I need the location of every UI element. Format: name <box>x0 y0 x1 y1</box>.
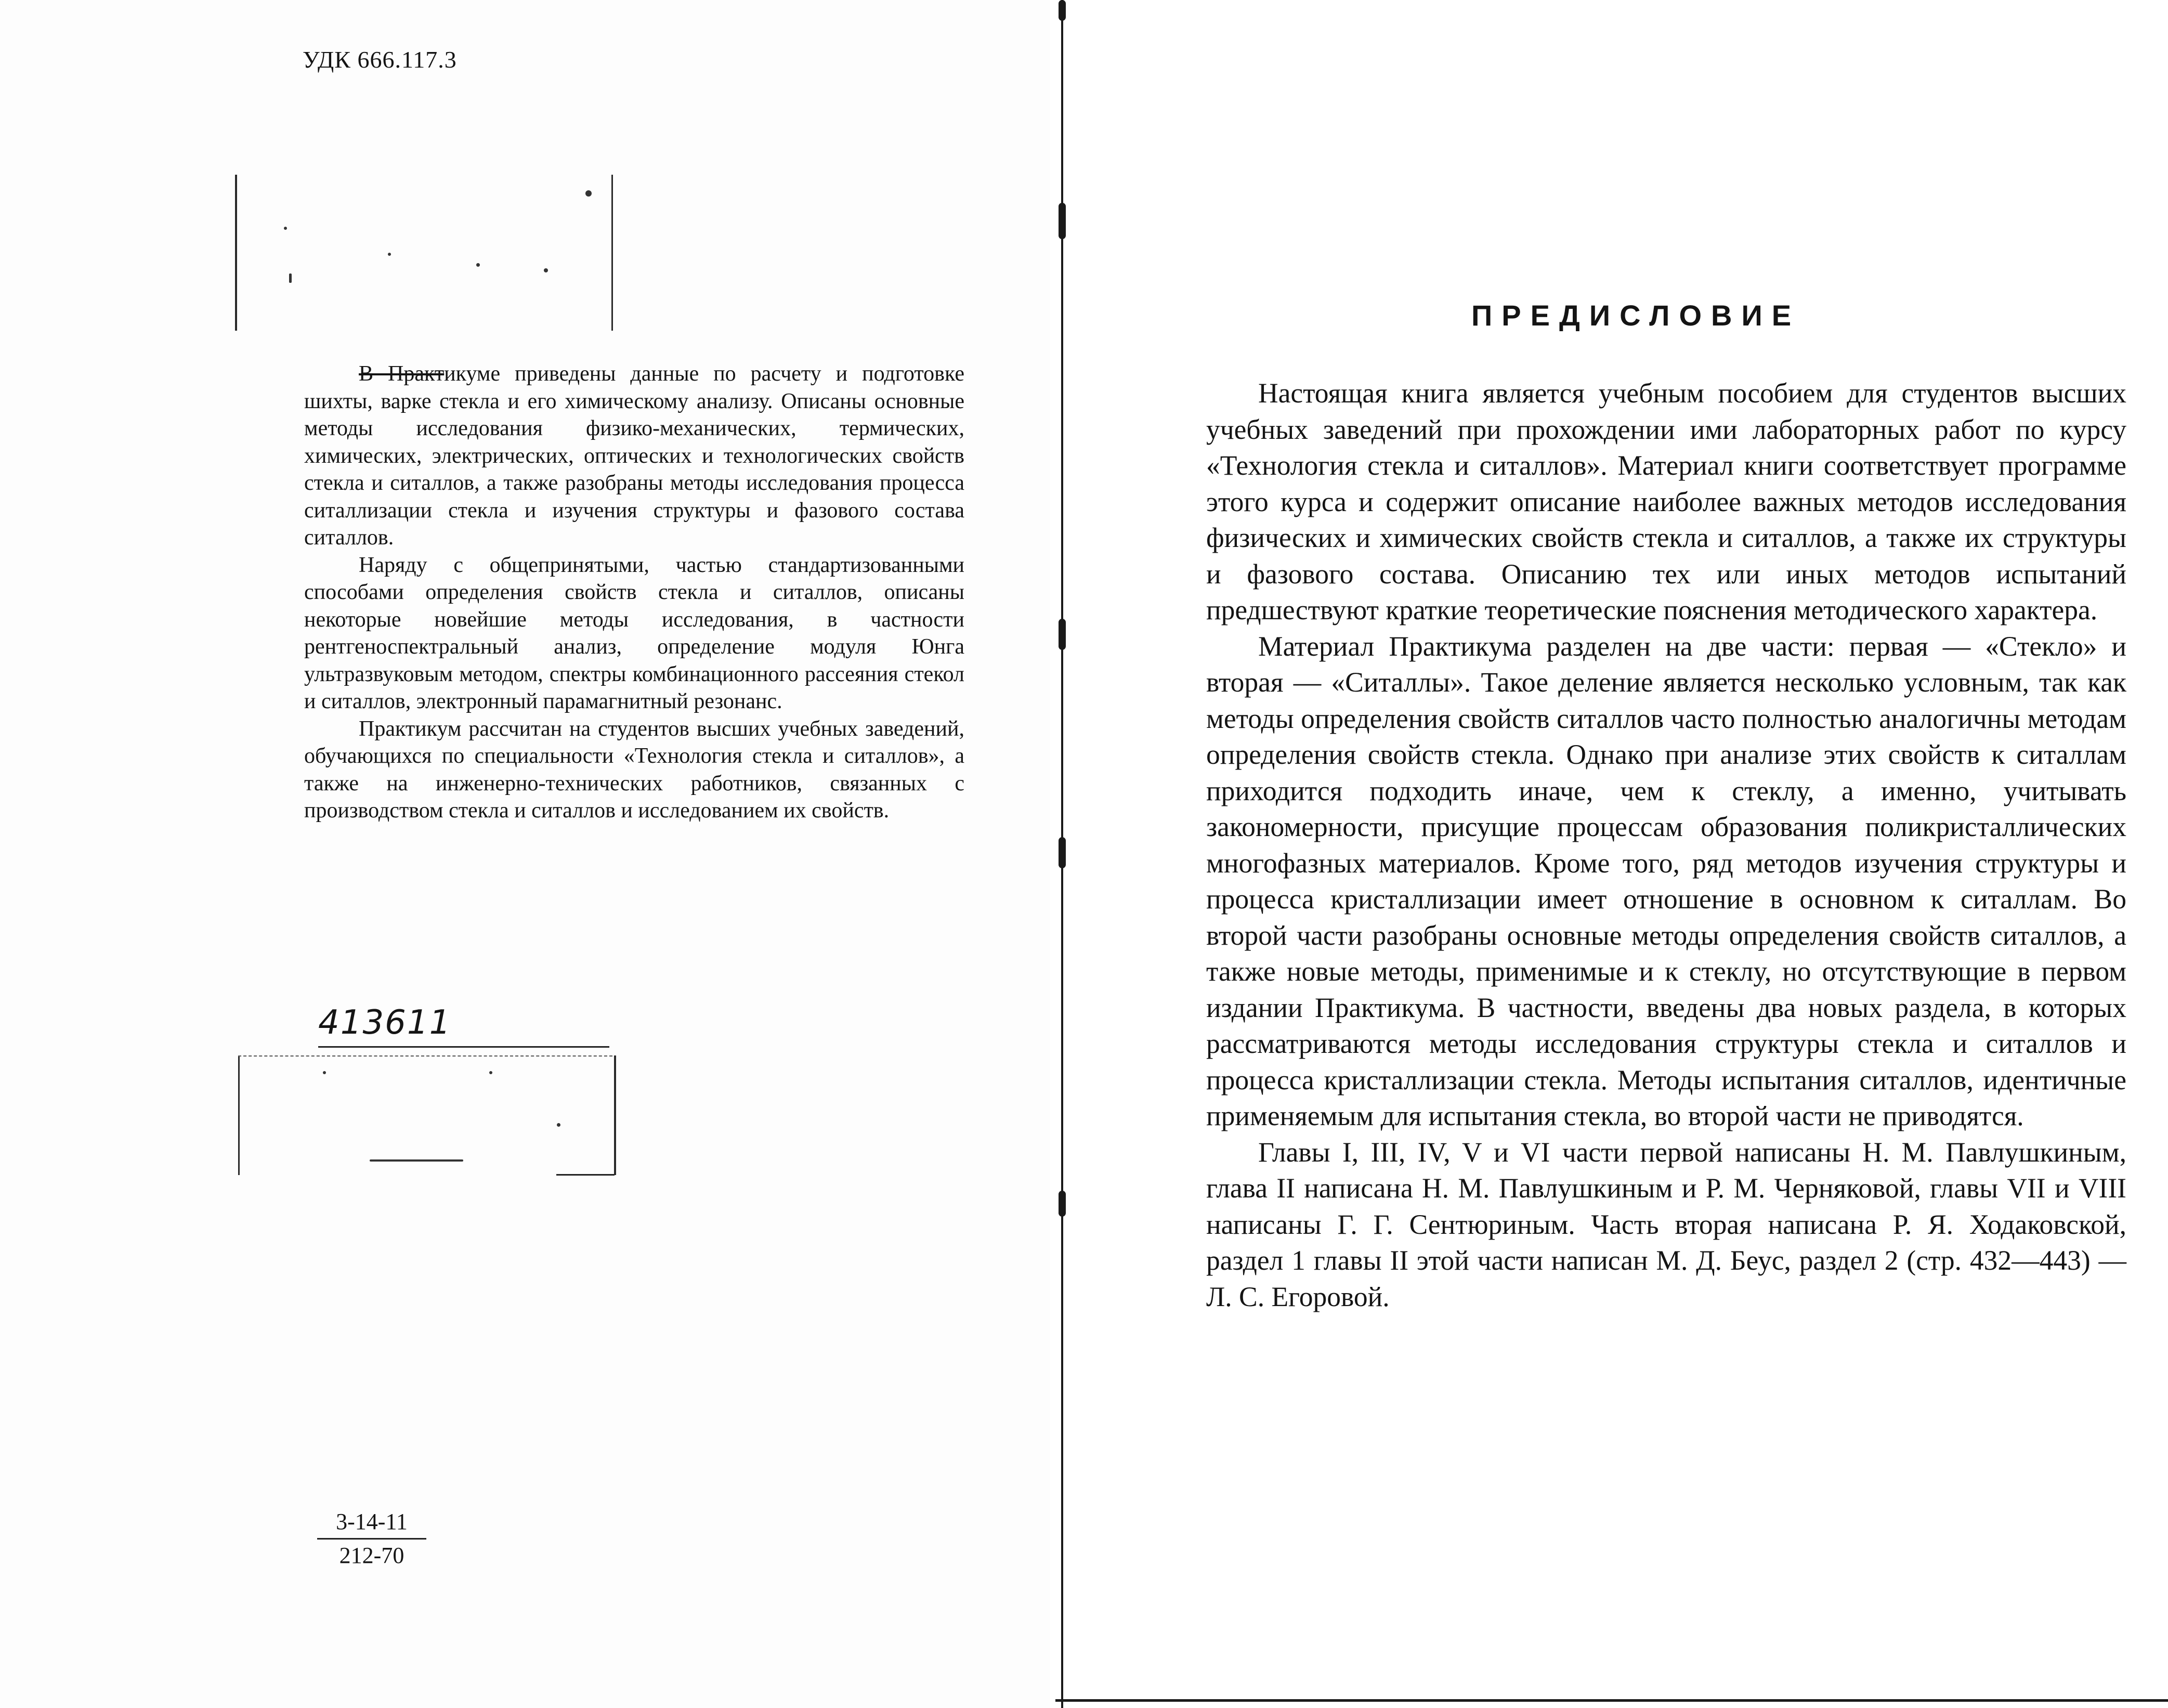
binding-mark <box>1059 619 1066 650</box>
preface-paragraph: Материал Практикума разделен на две части: первая — «Стекло» и вторая — «Ситаллы». Такое деление является несколько условным, так как методы определения свойств ситаллов часто полностью аналогичны методам определения свойств стекла. Однако при анализе этих свойств к ситаллам приходится подходить иначе, чем к стеклу, а именно, учитывать закономерности, присущие процессам образования поликристаллических многофазных материалов. Кроме того, ряд методов изучения структуры и процесса кристаллизации имеет отношение в основном к ситаллам. Во второй части разобраны основные методы определения свойств ситаллов, а также новые методы, применимые и к стеклу, но отсутствующие в первом издании Практикума. В частности, введены два новых раздела, в которых рассматриваются методы исследования структуры стекла и ситаллов и процесса кристаллизации стекла. Методы испытания ситаллов, идентичные применяемым для испытания стекла, во второй части не приводятся. <box>1206 630 2126 1131</box>
stamp-mark <box>388 253 391 256</box>
fraction-line <box>317 1538 426 1540</box>
page-title: ПРЕДИСЛОВИЕ <box>1471 299 1801 332</box>
stamp-mark <box>557 1123 560 1127</box>
page-edge <box>1055 1699 2168 1702</box>
struck-text: В Практ <box>359 362 445 386</box>
underline <box>318 1046 609 1048</box>
stamp-mark <box>585 190 592 197</box>
stamp-mark <box>370 1159 463 1162</box>
library-stamp-bottom <box>238 1055 616 1175</box>
stamp-mark <box>323 1071 326 1074</box>
book-binding <box>1059 0 1066 1708</box>
annotation-paragraph: Практикум рассчитан на студентов высших учебных заведений, обучающихся по специальности «Технология стекла и ситаллов», а также на инженерно-технических работников, связанных с производством стекла и ситаллов и исследованием их свойств. <box>304 716 964 823</box>
stamp-mark <box>289 273 292 283</box>
left-page <box>0 0 1050 1708</box>
stamp-mark <box>476 263 480 267</box>
binding-mark <box>1059 837 1066 868</box>
stamp-mark <box>489 1071 492 1074</box>
preface-text <box>1206 375 2126 1315</box>
handwritten-inventory-number: 413611 <box>318 1003 452 1042</box>
preface-paragraph: Главы I, III, IV, V и VI части первой написаны Н. М. Павлушкиным, глава II написана Н. М. Павлушкиным и Р. М. Черняковой, главы VII и VIII написаны Г. Г. Сентюриным. Часть вторая написана Р. Я. Ходаковской, раздел 1 главы II этой части написан М. Д. Беус, раздел 2 (стр. 432—443) — Л. С. Егоровой. <box>1206 1136 2126 1312</box>
annotation-paragraph: В Практикуме приведены данные по расчету и подготовке шихты, варке стекла и его химическому анализу. Описаны основные методы исследования физико-механических, термических, химических, электрических, оптических и технологических свойств стекла и ситаллов, а также разобраны методы исследования процесса ситаллизации стекла и изучения структуры и фазового состава ситаллов. <box>304 362 964 550</box>
annotation-paragraph: Наряду с общепринятыми, частью стандартизованными способами определения свойств стекла и ситаллов, описаны некоторые новейшие методы исследования, в частности рентгеноспектральный анализ, определение модуля Юнга ультразвуковым методом, спектры комбинационного рассеяния стекол и ситаллов, электронный парамагнитный резонанс. <box>304 553 964 713</box>
catalog-number-bottom: 212-70 <box>339 1543 404 1568</box>
stamp-mark <box>544 268 548 272</box>
binding-mark <box>1059 1191 1066 1217</box>
catalog-number <box>317 1507 426 1571</box>
stamp-line <box>556 1174 615 1176</box>
binding-mark <box>1059 203 1066 239</box>
annotation <box>304 360 964 825</box>
preface-paragraph: Настоящая книга является учебным пособием для студентов высших учебных заведений при прохождении ими лабораторных работ по курсу «Технология стекла и ситаллов». Материал книги соответствует программе этого курса и содержит описание наиболее важных методов исследования физических и химических свойств стекла и ситаллов, а также их структуры и фазового состава. Описанию тех или иных методов испытаний предшествуют краткие теоретические пояснения методического характера. <box>1206 377 2126 625</box>
catalog-number-top: 3-14-11 <box>336 1509 408 1534</box>
stamp-dashed-line <box>238 1055 612 1057</box>
binding-mark <box>1059 0 1066 21</box>
library-stamp-top <box>235 175 613 331</box>
stamp-mark <box>284 227 287 230</box>
udk-code: УДК 666.117.3 <box>303 46 457 73</box>
